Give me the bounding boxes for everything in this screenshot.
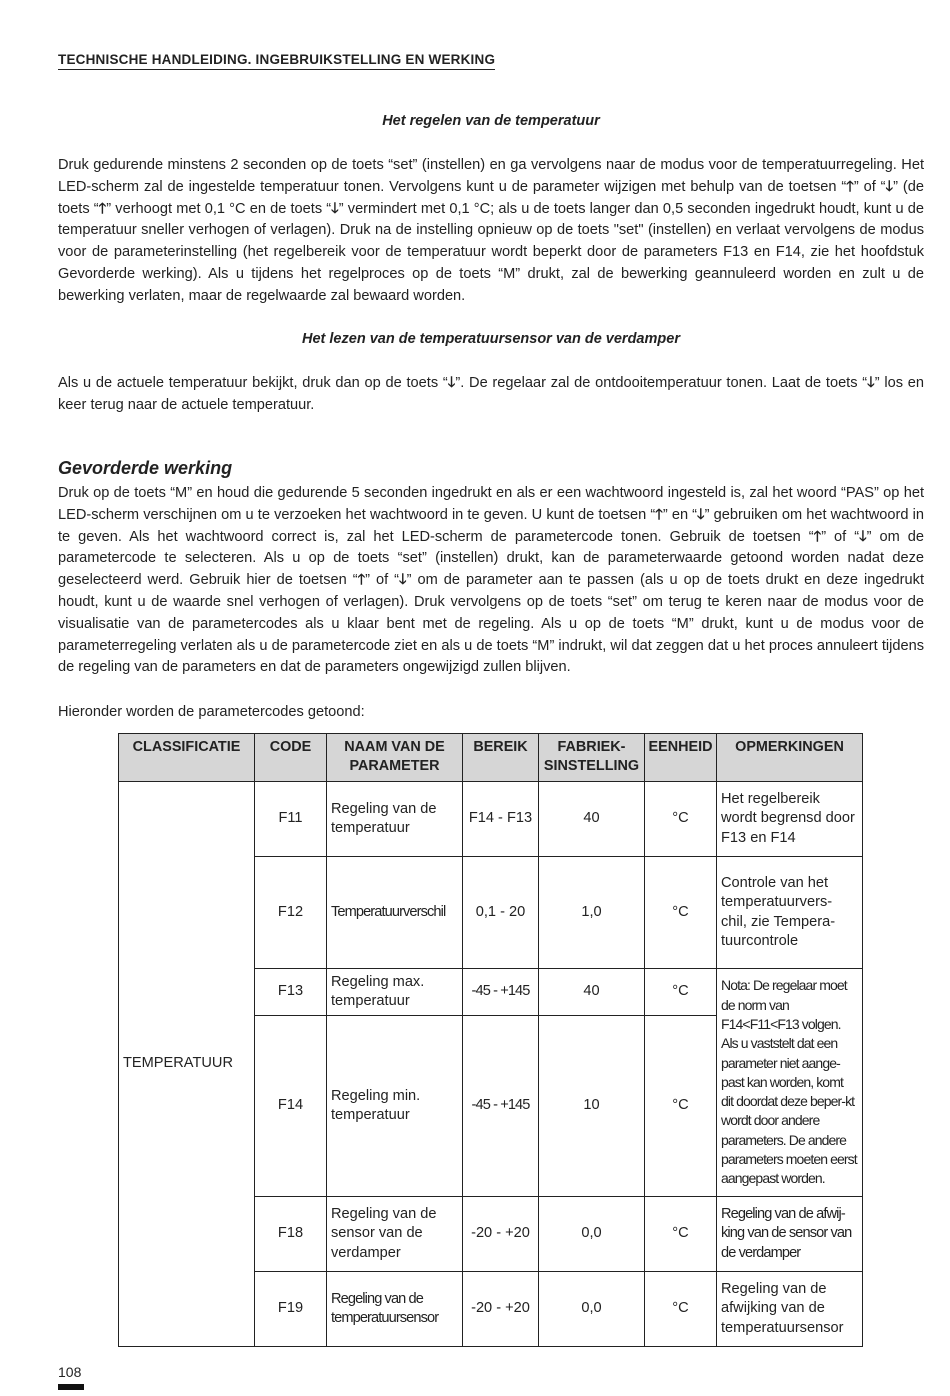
- up-arrow-icon: 🡑: [655, 506, 663, 523]
- down-arrow-icon: 🡓: [885, 178, 894, 195]
- unit-cell: °C: [645, 782, 717, 857]
- unit-cell: °C: [645, 969, 717, 1016]
- parameter-name-cell: Regeling van de sensor van de verdamper: [327, 1197, 463, 1272]
- unit-cell: °C: [645, 857, 717, 969]
- parameter-name-cell: Regeling max. temperatuur: [327, 969, 463, 1016]
- paragraph-temperature-control: Druk gedurende minstens 2 seconden op de toets “set” (instellen) en ga vervolgens naar de modus voor de temperatuurregeling. Het LED-scherm zal de ingestelde temperatuur tonen. Vervolgens kunt u de parameter wijzigen met behulp van de toetsen “🡑” of “🡓” (de toets “🡑” verhoogt met 0,1 °C en de toets “🡓” vermindert met 0,1 °C; als u de toets langer dan 0,5 seconden ingedrukt houdt, kunt u de temperatuur sneller verhogen of verlagen). Druk na de instelling opnieuw op de toets "set" (instellen) en verlaat vervolgens de modus voor de parameterinstelling (het regelbereik voor de temperatuur wordt beperkt door de parameters F13 en F14, zie het hoofdstuk Gevorderde werking). Als u tijdens het regelproces op de toets “M” drukt, zal de bewerking geannuleerd worden en zult u de bewerking verlaten, maar de regelwaarde zal bewaard worden.: [58, 157, 924, 304]
- down-arrow-icon: 🡓: [867, 375, 875, 391]
- header-unit: EENHEID: [645, 734, 717, 782]
- parameter-name-cell: Temperatuurverschil: [327, 857, 463, 969]
- classification-cell: TEMPERATUUR: [119, 782, 255, 1347]
- range-cell: -45 - +145: [463, 1016, 539, 1197]
- unit-cell: °C: [645, 1272, 717, 1347]
- code-cell: F13: [255, 969, 327, 1016]
- page-number: 108: [58, 1364, 82, 1380]
- default-cell: 40: [539, 782, 645, 857]
- remark-cell: Regeling van de afwij-king van de sensor van de verdamper: [717, 1197, 863, 1272]
- table-row: [119, 782, 863, 857]
- range-cell: -20 - +20: [463, 1197, 539, 1272]
- header-range: BEREIK: [463, 734, 539, 782]
- page-number-bar: [58, 1384, 84, 1390]
- default-cell: 0,0: [539, 1272, 645, 1347]
- down-arrow-icon: 🡓: [859, 528, 867, 545]
- range-cell: -45 - +145: [463, 969, 539, 1016]
- section-title-evaporator-sensor: Het lezen van de temperatuursensor van de verdamper: [302, 331, 680, 347]
- down-arrow-icon: 🡓: [447, 375, 456, 391]
- parameter-name-cell: Regeling min. temperatuur: [327, 1016, 463, 1197]
- remark-cell: Controle van het temperatuurvers-chil, zie Tempera-tuurcontrole: [717, 857, 863, 969]
- range-cell: F14 - F13: [463, 782, 539, 857]
- up-arrow-icon: 🡑: [98, 200, 107, 217]
- page-header: TECHNISCHE HANDLEIDING. INGEBRUIKSTELLING EN WERKING: [58, 52, 495, 70]
- down-arrow-icon: 🡓: [399, 572, 407, 589]
- section-title-advanced-operation: Gevorderde werking: [58, 458, 233, 478]
- table-header-row: [119, 734, 863, 782]
- header-classification: CLASSIFICATIE: [119, 734, 255, 782]
- default-cell: 1,0: [539, 857, 645, 969]
- parameter-name-cell: Regeling van de temperatuursensor: [327, 1272, 463, 1347]
- unit-cell: °C: [645, 1197, 717, 1272]
- code-cell: F12: [255, 857, 327, 969]
- default-cell: 10: [539, 1016, 645, 1197]
- range-cell: 0,1 - 20: [463, 857, 539, 969]
- header-name: NAAM VAN DE PARAMETER: [327, 734, 463, 782]
- unit-cell: °C: [645, 1016, 717, 1197]
- up-arrow-icon: 🡑: [813, 528, 822, 545]
- table-intro: Hieronder worden de parametercodes getoond:: [58, 704, 365, 720]
- paragraph-evaporator-sensor: Als u de actuele temperatuur bekijkt, druk dan op de toets “🡓”. De regelaar zal de ontdooitemperatuur tonen. Laat de toets “🡓” los en keer terug naar de actuele temperatuur.: [58, 375, 925, 413]
- code-cell: F18: [255, 1197, 327, 1272]
- header-remarks: OPMERKINGEN: [717, 734, 863, 782]
- code-cell: F19: [255, 1272, 327, 1347]
- default-cell: 0,0: [539, 1197, 645, 1272]
- parameter-table: [118, 733, 863, 1347]
- up-arrow-icon: 🡑: [357, 572, 366, 589]
- down-arrow-icon: 🡓: [331, 200, 339, 217]
- up-arrow-icon: 🡑: [846, 178, 854, 195]
- remark-cell-f13-f14: Nota: De regelaar moet de norm van F14<F11<F13 volgen. Als u vaststelt dat een parameter niet aange-past kan worden, komt dit doordat deze beper-kt wordt door andere parameters. De andere parameters moeten eerst aangepast worden.: [717, 969, 863, 1197]
- range-cell: -20 - +20: [463, 1272, 539, 1347]
- default-cell: 40: [539, 969, 645, 1016]
- remark-cell: Regeling van de afwijking van de temperatuursensor: [717, 1272, 863, 1347]
- section-title-temperature-control: Het regelen van de temperatuur: [382, 113, 600, 129]
- paragraph-advanced-operation: Druk op de toets “M” en houd die gedurende 5 seconden ingedrukt en als er een wachtwoord ingesteld is, zal het woord “PAS” op het LED-scherm verschijnen om u te verzoeken het wachtwoord in te geven. U kunt de toetsen “🡑” en “🡓” gebruiken om het wachtwoord in te geven. Als het wachtwoord correct is, zal het LED-scherm de parametercode tonen. Gebruik de toetsen “🡑” of “🡓” om de parametercode te selecteren. Als u op de toets “set” (instellen) drukt, kan de parameterwaarde getoond worden nadat deze geselecteerd werd. Gebruik hier de toetsen “🡑” of “🡓” om de parameter aan te passen (als u op de toets drukt en deze ingedrukt houdt, kunt u de waarde snel verhogen of verlagen). Druk vervolgens op de toets “set” om terug te keren naar de modus voor de visualisatie van de parametercodes als u klaar bent met de regeling. Als u op de toets “M” drukt, kunt u de modus voor de parameterregeling verlaten als u de parametercode ziet en als u de toets “M” indrukt, wil dat zeggen dat u het proces annuleert tijdens de regeling van de parameters en dat de parameters ongewijzigd zullen blijven.: [58, 485, 925, 676]
- header-code: CODE: [255, 734, 327, 782]
- down-arrow-icon: 🡓: [697, 506, 705, 523]
- parameter-name-cell: Regeling van de temperatuur: [327, 782, 463, 857]
- code-cell: F14: [255, 1016, 327, 1197]
- code-cell: F11: [255, 782, 327, 857]
- remark-cell: Het regelbereik wordt begrensd door F13 en F14: [717, 782, 863, 857]
- header-factory-setting: FABRIEK- SINSTELLING: [539, 734, 645, 782]
